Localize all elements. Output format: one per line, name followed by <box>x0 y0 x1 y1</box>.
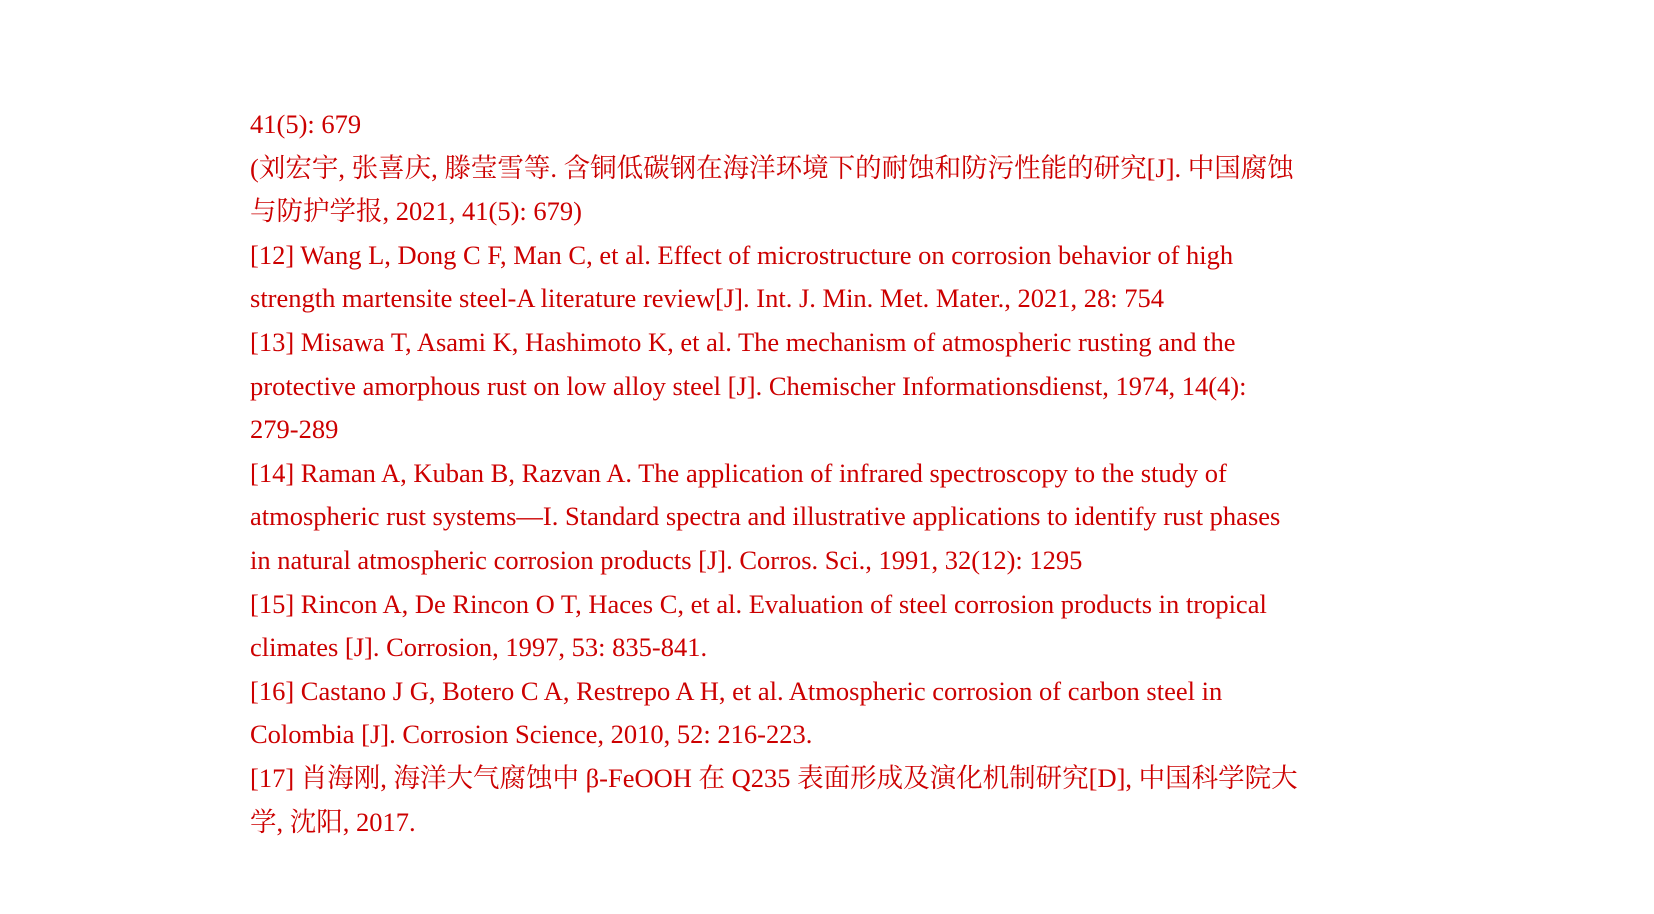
reference-12-line-2: strength martensite steel-A literature review[J]. Int. J. Min. Met. Mater., 2021, 28: 754 <box>250 283 1165 314</box>
reference-list <box>250 103 1430 844</box>
reference-14-line-1: [14] Raman A, Kuban B, Razvan A. The application of infrared spectroscopy to the study of <box>250 457 1227 488</box>
reference-line-continuation: 41(5): 679 <box>250 109 362 139</box>
reference-13-line-2: protective amorphous rust on low alloy steel [J]. Chemischer Informationsdienst, 1974, 14(4): <box>250 370 1247 401</box>
reference-line-chinese-citation: (刘宏宇, 张喜庆, 滕莹雪等. 含铜低碳钢在海洋环境下的耐蚀和防污性能的研究[J]. 中国腐蚀 <box>250 152 1294 183</box>
reference-16-line-2: Colombia [J]. Corrosion Science, 2010, 52: 216-223. <box>250 719 813 750</box>
reference-15-line-1: [15] Rincon A, De Rincon O T, Haces C, et al. Evaluation of steel corrosion products in tropical <box>250 588 1267 619</box>
reference-17-line-2: 学, 沈阳, 2017. <box>250 806 416 837</box>
reference-13-line-1: [13] Misawa T, Asami K, Hashimoto K, et al. The mechanism of atmospheric rusting and the <box>250 326 1236 357</box>
reference-line-chinese-citation-cont: 与防护学报, 2021, 41(5): 679) <box>250 196 582 227</box>
reference-12-line-1: [12] Wang L, Dong C F, Man C, et al. Effect of microstructure on corrosion behavior of high <box>250 239 1234 270</box>
reference-13-line-3: 279-289 <box>250 414 339 445</box>
reference-14-line-2: atmospheric rust systems—I. Standard spectra and illustrative applications to identify rust phases <box>250 501 1281 532</box>
reference-14-line-3: in natural atmospheric corrosion products [J]. Corros. Sci., 1991, 32(12): 1295 <box>250 544 1083 575</box>
reference-16-line-1: [16] Castano J G, Botero C A, Restrepo A H, et al. Atmospheric corrosion of carbon steel in <box>250 675 1223 706</box>
reference-15-line-2: climates [J]. Corrosion, 1997, 53: 835-841. <box>250 632 708 663</box>
reference-17-line-1: [17] 肖海刚, 海洋大气腐蚀中 β-FeOOH 在 Q235 表面形成及演化机制研究[D], 中国科学院大 <box>250 762 1298 793</box>
